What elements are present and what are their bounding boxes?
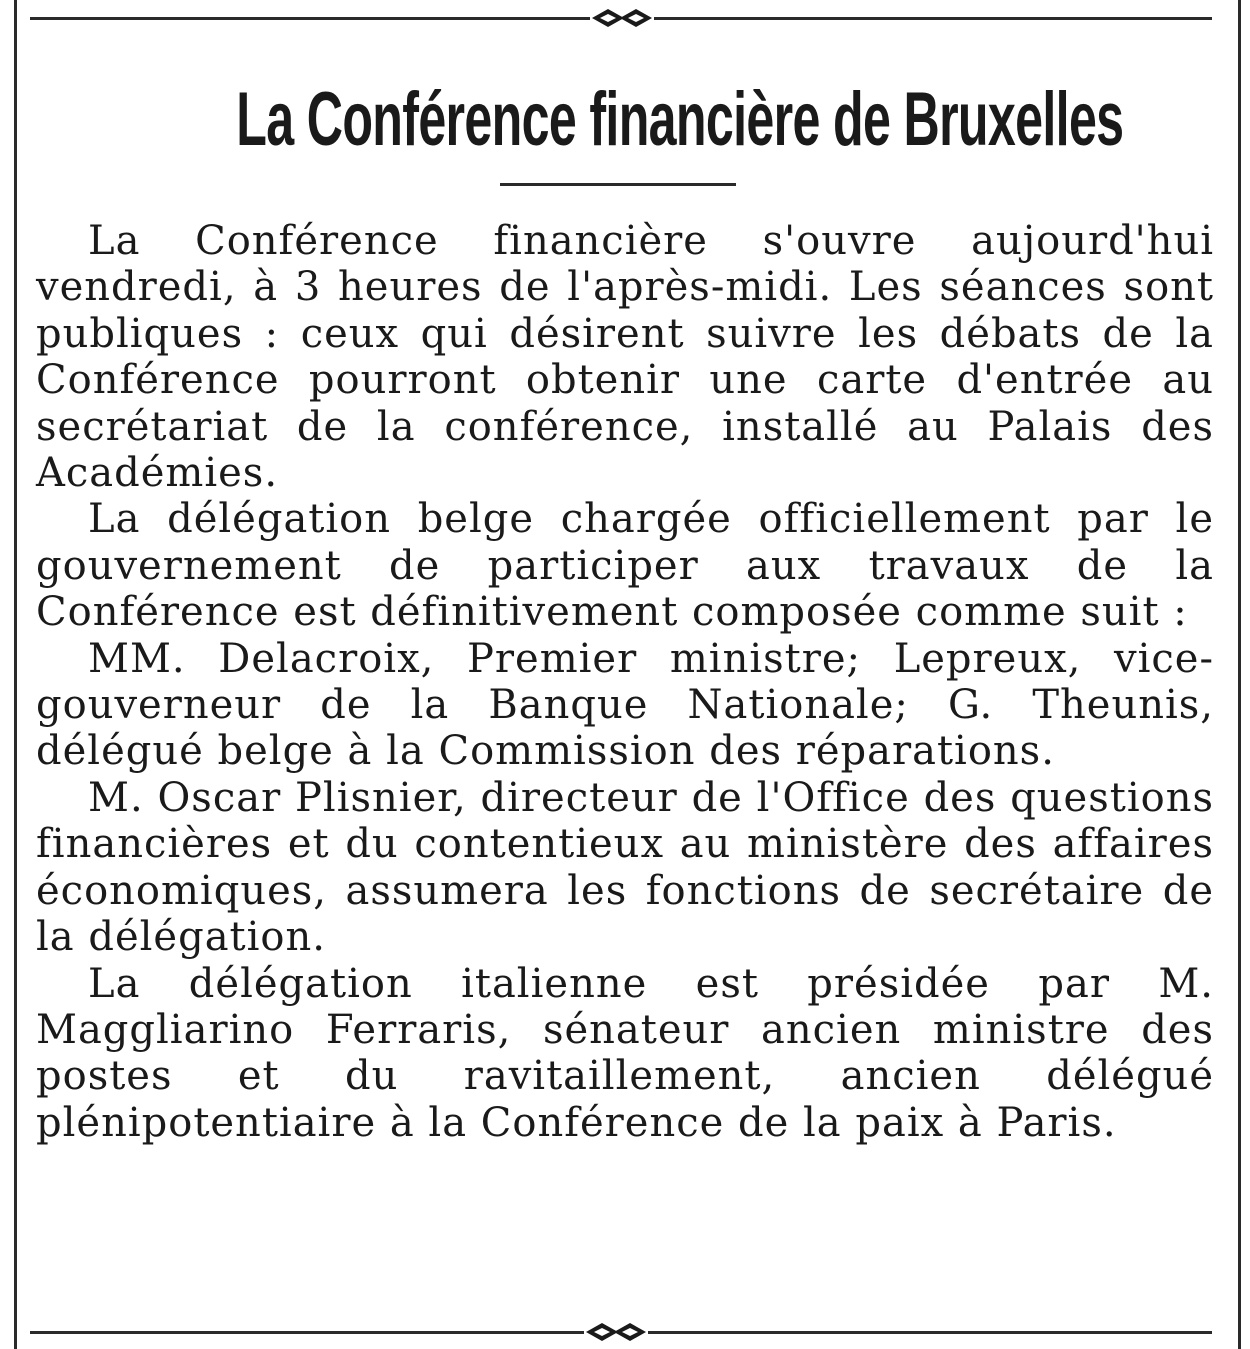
article-paragraph: MM. Delacroix, Premier ministre; Lepreux, vice-gouverneur de la Banque Nationale; G. Theunis, délégué belge à la Commission des réparations. [36,635,1214,775]
left-column-rule [14,0,17,1349]
article-headline: La Conférence financière de Bruxelles [236,77,1124,162]
headline-divider [500,183,736,186]
double-diamond-ornament-icon [584,1320,648,1344]
article-paragraph: La délégation italienne est présidée par M. Maggliarino Ferraris, sénateur ancien ministre des postes et du ravitaillement, ancien délégué plénipotentiaire à la Conférence de la paix à Paris. [36,960,1214,1146]
article-paragraph: M. Oscar Plisnier, directeur de l'Office des questions financières et du contentieux au ministère des affaires économiques, assumera les fonctions de secrétaire de la délégation. [36,774,1214,961]
article-paragraph: La Conférence financière s'ouvre aujourd'hui vendredi, à 3 heures de l'après-midi. Les séances sont publiques : ceux qui désirent suivre les débats de la Conférence pourront obtenir une carte d'entrée au secrétariat de la conférence, installé au Palais des Académies. [36,218,1214,497]
article-paragraph: La délégation belge chargée officiellement par le gouvernement de participer aux travaux de la Conférence est définitivement composée comme suit : [36,496,1214,636]
article-body [36,218,1214,1146]
right-column-rule [1238,0,1241,1349]
double-diamond-ornament-icon [590,6,654,30]
